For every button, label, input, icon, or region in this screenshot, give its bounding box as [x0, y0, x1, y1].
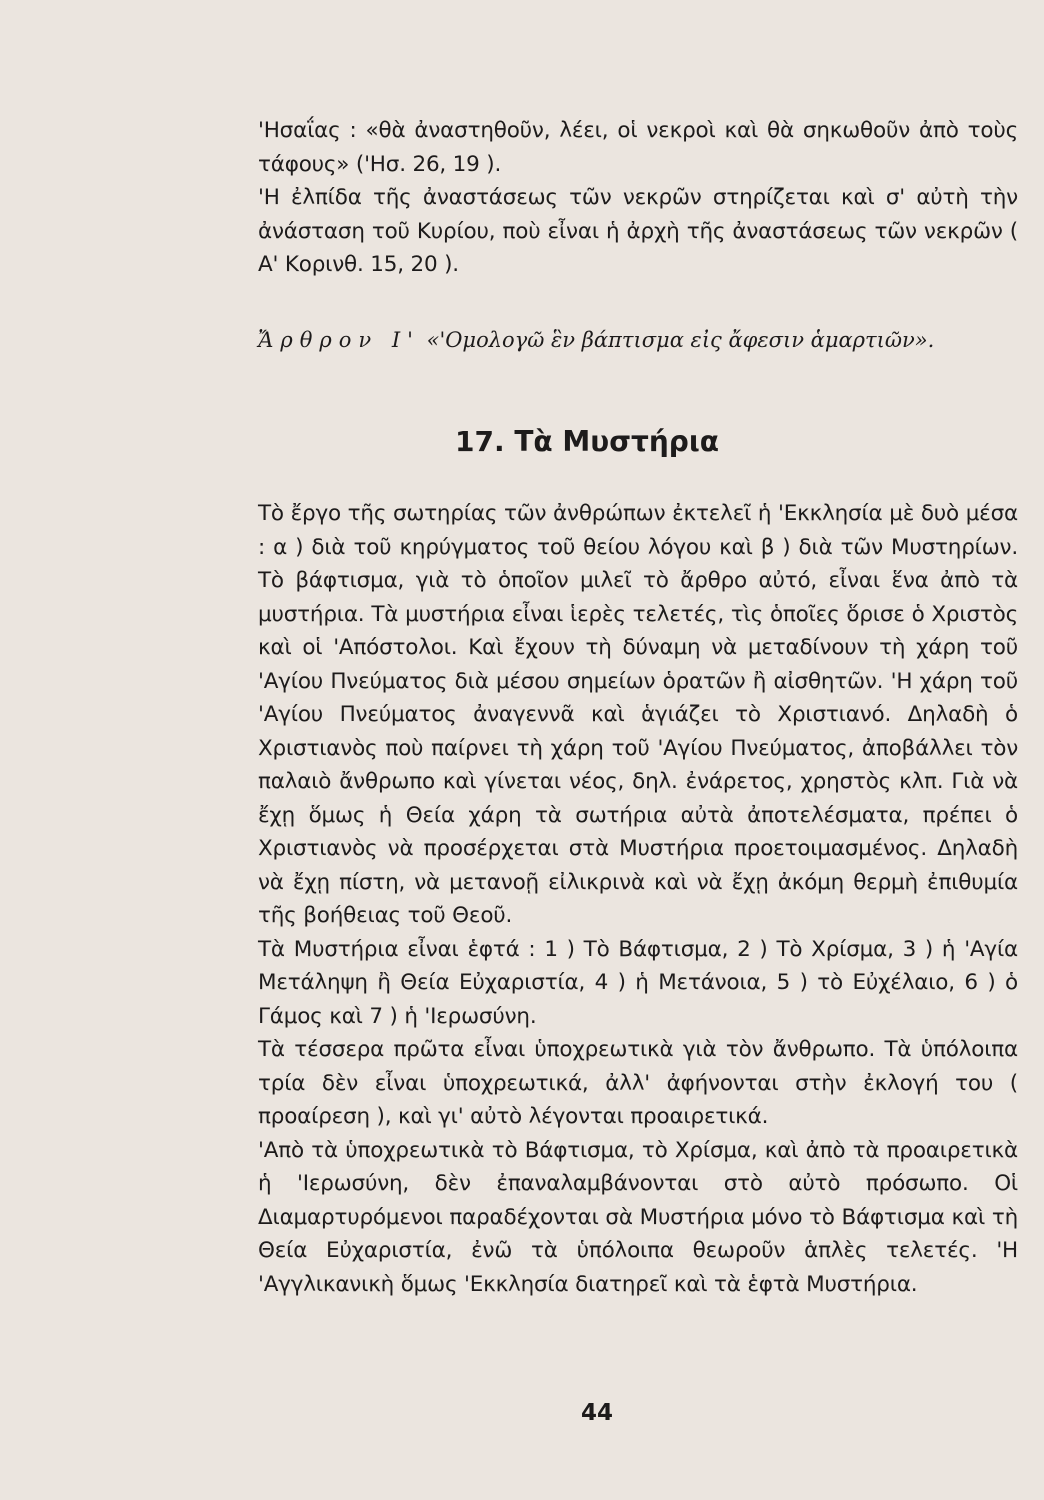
body-section: [258, 497, 1018, 1301]
section-heading: 17. Τὰ Μυστήρια: [454, 425, 719, 458]
intro-paragraph-1: 'Ησαΐας : «θὰ ἀναστηθοῦν, λέει, οἱ νεκροὶ καὶ θὰ σηκωθοῦν ἀπὸ τοὺς τάφους» ('Ησ. 26, 19 ).: [258, 118, 1018, 177]
article-text: «'Ομολογῶ ἓν βάπτισμα εἰς ἄφεσιν ἁμαρτιῶν».: [426, 328, 935, 352]
intro-paragraph-2: 'Η ἐλπίδα τῆς ἀναστάσεως τῶν νεκρῶν στηρίζεται καὶ σ' αὐτὴ τὴν ἀνάσταση τοῦ Κυρίου, ποὺ εἶναι ἡ ἀρχὴ τῆς ἀναστάσεως τῶν νεκρῶν ( Α' Κορινθ. 15, 20 ).: [258, 185, 1018, 277]
body-paragraph-4: 'Απὸ τὰ ὑποχρεωτικὰ τὸ Βάφτισμα, τὸ Χρίσμα, καὶ ἀπὸ τὰ προαιρετικὰ ἡ 'Ιερωσύνη, δὲν ἐπαναλαμβάνονται στὸ αὐτὸ πρόσωπο. Οἱ Διαμαρτυρόμενοι παραδέχονται σὰ Μυστήρια μόνο τὸ Βάφτισμα καὶ τὴ Θεία Εὐχαριστία, ἐνῶ τὰ ὑπόλοιπα θεωροῦν ἁπλὲς τελετές. 'Η 'Αγγλικανικὴ ὅμως 'Εκκλησία διατηρεῖ καὶ τὰ ἑφτὰ Μυστήρια.: [258, 1137, 1018, 1297]
body-paragraph-1: Τὸ ἔργο τῆς σωτηρίας τῶν ἀνθρώπων ἐκτελεῖ ἡ 'Εκκλησία μὲ δυὸ μέσα : α ) διὰ τοῦ κηρύγματος τοῦ θείου λόγου καὶ β ) διὰ τῶν Μυστηρίων. Τὸ βάφτισμα, γιὰ τὸ ὁποῖον μιλεῖ τὸ ἄρθρο αὐτό, εἶναι ἕνα ἀπὸ τὰ μυστήρια. Τὰ μυστήρια εἶναι ἱερὲς τελετές, τὶς ὁποῖες ὅρισε ὁ Χριστὸς καὶ οἱ 'Απόστολοι. Καὶ ἔχουν τὴ δύναμη νὰ μεταδίνουν τὴ χάρη τοῦ 'Αγίου Πνεύματος διὰ μέσου σημείων ὁρατῶν ἢ αἰσθητῶν. 'Η χάρη τοῦ 'Αγίου Πνεύματος ἀναγεννᾶ καὶ ἁγιάζει τὸ Χριστιανό. Δηλαδὴ ὁ Χριστιανὸς ποὺ παίρνει τὴ χάρη τοῦ 'Αγίου Πνεύματος, ἀποβάλλει τὸν παλαιὸ ἄνθρωπο καὶ γίνεται νέος, δηλ. ἐνάρετος, χρηστὸς κλπ. Γιὰ νὰ ἔχῃ ὅμως ἡ Θεία χάρη τὰ σωτήρια αὐτὰ ἀποτελέσματα, πρέπει ὁ Χριστιανὸς νὰ προσέρχεται στὰ Μυστήρια προετοιμασμένος. Δηλαδὴ νὰ ἔχῃ πίστη, νὰ μετανοῇ εἰλικρινὰ καὶ νὰ ἔχῃ ἀκόμη θερμὴ ἐπιθυμία τῆς βοήθειας τοῦ Θεοῦ.: [258, 501, 1018, 928]
intro-section: [258, 114, 1018, 282]
body-paragraph-2: Τὰ Μυστήρια εἶναι ἑφτά : 1 ) Τὸ Βάφτισμα, 2 ) Τὸ Χρίσμα, 3 ) ἡ 'Αγία Μετάληψη ἢ Θεία Εὐχαριστία, 4 ) ἡ Μετάνοια, 5 ) τὸ Εὐχέλαιο, 6 ) ὁ Γάμος καὶ 7 ) ἡ 'Ιερωσύνη.: [258, 936, 1018, 1029]
body-paragraph-3: Τὰ τέσσερα πρῶτα εἶναι ὑποχρεωτικὰ γιὰ τὸν ἄνθρωπο. Τὰ ὑπόλοιπα τρία δὲν εἶναι ὑποχρεωτικά, ἀλλ' ἀφήνονται στὴν ἐκλογή του ( προαίρεση ), καὶ γι' αὐτὸ λέγονται προαιρετικά.: [258, 1037, 1018, 1129]
page-number: 44: [580, 1400, 613, 1426]
article-label: Ἄρθρον Ι': [258, 328, 420, 352]
article-quote: [258, 325, 1018, 355]
